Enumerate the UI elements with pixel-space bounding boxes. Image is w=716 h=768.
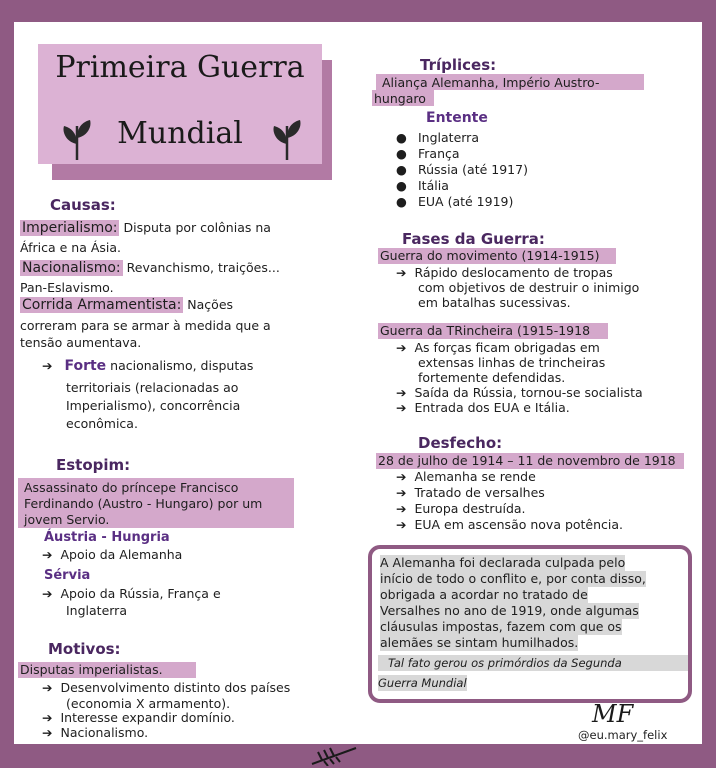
entente-country: EUA (até 1919) xyxy=(418,194,514,209)
entente-country: Rússia (até 1917) xyxy=(418,162,528,177)
box-line: obrigada a acordar no tratado de xyxy=(380,587,588,602)
causas-imperialismo xyxy=(20,220,350,236)
title-line-2: Mundial xyxy=(117,116,243,151)
arrow-right-icon: ➔ xyxy=(42,680,53,695)
motivos-sub: Disputas imperialistas. xyxy=(18,662,196,678)
estopim-line-1: Assassinato do príncepe Francisco xyxy=(24,480,239,495)
arrow-right-icon: ➔ xyxy=(42,710,53,725)
motivos-item-1b: (economia X armamento). xyxy=(66,696,231,711)
arrow-right-icon: ➔ xyxy=(42,725,53,740)
trincheira-text-3: fortemente defendidas. xyxy=(418,370,566,385)
entente-country: Inglaterra xyxy=(418,130,479,145)
motivos-item-1 xyxy=(42,680,290,696)
arrow-right-icon: ➔ xyxy=(42,586,53,601)
box-line: alemães se sintam humilhados. xyxy=(380,635,579,650)
desfecho-list xyxy=(396,469,623,533)
motivos-item-2-text: Interesse expandir domínio. xyxy=(60,710,235,725)
trincheira-item xyxy=(396,340,600,356)
trincheira-text-2: extensas linhas de trincheiras xyxy=(418,355,606,370)
corrida-text-2: correram para se armar à medida que a xyxy=(20,318,271,333)
forte-text-1: nacionalismo, disputas xyxy=(110,358,254,373)
title-card xyxy=(38,44,322,164)
bullet-icon: ● xyxy=(396,178,407,193)
causas-corrida xyxy=(20,297,350,313)
arrow-right-icon: ➔ xyxy=(396,517,407,532)
bullet-icon: ● xyxy=(396,130,407,145)
imperialismo-text: Disputa por colônias na xyxy=(123,220,271,235)
nacionalismo-text-2: Pan-Eslavismo. xyxy=(20,280,114,295)
box-line: cláusulas impostas, fazem com que os xyxy=(380,619,622,634)
trincheira-text-4: Saída da Rússia, tornou-se socialista xyxy=(414,385,643,400)
movimento-item xyxy=(396,265,613,281)
arrow-right-icon: ➔ xyxy=(42,358,53,373)
desfecho-heading: Desfecho: xyxy=(418,434,503,452)
signature-handle: @eu.mary_felix xyxy=(578,728,668,742)
alianca-line-1: Aliança Alemanha, Império Austro- xyxy=(382,75,600,90)
forte-item xyxy=(42,358,253,374)
motivos-heading: Motivos: xyxy=(48,640,121,658)
leaf-sprig-icon xyxy=(60,114,94,160)
trincheira-text-1: As forças ficam obrigadas em xyxy=(414,340,600,355)
servia-item-text-2: Inglaterra xyxy=(66,603,127,618)
movimento-text-2: com objetivos de destruir o inimigo xyxy=(418,280,640,295)
arrow-right-icon: ➔ xyxy=(396,469,407,484)
forte-word: Forte xyxy=(64,358,107,374)
conclusion-box xyxy=(368,545,692,703)
servia-item xyxy=(42,586,221,602)
bullet-icon: ● xyxy=(396,194,407,209)
austria-item xyxy=(42,547,182,563)
box-line: Versalhes no ano de 1919, onde algumas xyxy=(380,603,639,618)
imperialismo-label: Imperialismo: xyxy=(22,220,118,236)
servia-item-text-1: Apoio da Rússia, França e xyxy=(60,586,221,601)
signature-mark: MF xyxy=(592,700,634,728)
estopim-line-3: jovem Servio. xyxy=(24,512,110,527)
arrow-right-icon: ➔ xyxy=(396,265,407,280)
triplices-heading: Tríplices: xyxy=(420,56,497,74)
desfecho-dates: 28 de julho de 1914 – 11 de novembro de 1918 xyxy=(376,453,684,469)
austria-item-text: Apoio da Alemanha xyxy=(60,547,183,562)
arrow-right-icon: ➔ xyxy=(396,501,407,516)
causas-heading: Causas: xyxy=(50,196,116,214)
causas-nacionalismo xyxy=(20,260,350,276)
trincheira-item-4 xyxy=(396,385,643,401)
bullet-icon: ● xyxy=(396,146,407,161)
imperialismo-text-2: África e na Ásia. xyxy=(20,240,122,255)
box-line: A Alemanha foi declarada culpada pelo xyxy=(380,555,626,570)
movimento-label: Guerra do movimento (1914-1915) xyxy=(378,248,616,264)
box-line: início de todo o conflito e, por conta disso, xyxy=(380,571,646,586)
motivos-item-3 xyxy=(42,725,148,741)
arrow-right-icon: ➔ xyxy=(396,485,407,500)
forte-text-2: territoriais (relacionadas ao xyxy=(66,380,239,395)
nacionalismo-text: Revanchismo, traições... xyxy=(126,260,280,275)
forte-text-4: econômica. xyxy=(66,416,138,431)
movimento-text-3: em batalhas sucessivas. xyxy=(418,295,571,310)
entente-label: Entente xyxy=(426,110,488,126)
motivos-item-3-text: Nacionalismo. xyxy=(60,725,149,740)
box-note-line-1: Tal fato gerou os primórdios da Segunda xyxy=(378,655,688,671)
motivos-item-2 xyxy=(42,710,235,726)
corrida-label: Corrida Armamentista: xyxy=(22,297,182,313)
austria-label: Áustria - Hungria xyxy=(44,530,170,545)
fases-heading: Fases da Guerra: xyxy=(402,230,545,248)
footer-sprig-icon xyxy=(310,744,360,766)
leaf-sprig-icon xyxy=(270,114,304,160)
arrow-right-icon: ➔ xyxy=(396,340,407,355)
title-line-1: Primeira Guerra xyxy=(55,50,305,85)
entente-list xyxy=(396,130,528,210)
trincheira-text-5: Entrada dos EUA e Itália. xyxy=(414,400,570,415)
trincheira-item-5 xyxy=(396,400,570,416)
desfecho-item: Alemanha se rende xyxy=(414,469,536,484)
box-note-line-2: Guerra Mundial xyxy=(378,676,467,690)
estopim-heading: Estopim: xyxy=(56,456,131,474)
entente-country: Itália xyxy=(418,178,449,193)
alianca-line-2: hungaro xyxy=(374,91,426,106)
desfecho-item: Europa destruída. xyxy=(414,501,526,516)
trincheira-label: Guerra da TRincheira (1915-1918 xyxy=(378,323,608,339)
arrow-right-icon: ➔ xyxy=(396,400,407,415)
motivos-item-1-text: Desenvolvimento distinto dos países xyxy=(60,680,291,695)
arrow-right-icon: ➔ xyxy=(42,547,53,562)
servia-label: Sérvia xyxy=(44,568,91,583)
entente-country: França xyxy=(418,146,460,161)
nacionalismo-label: Nacionalismo: xyxy=(22,260,121,276)
desfecho-item: EUA em ascensão nova potência. xyxy=(414,517,624,532)
movimento-text-1: Rápido deslocamento de tropas xyxy=(414,265,613,280)
corrida-text: Nações xyxy=(187,297,234,312)
corrida-text-3: tensão aumentava. xyxy=(20,335,142,350)
forte-text-3: Imperialismo), concorrência xyxy=(66,398,241,413)
arrow-right-icon: ➔ xyxy=(396,385,407,400)
desfecho-item: Tratado de versalhes xyxy=(414,485,545,500)
estopim-line-2: Ferdinando (Austro - Hungaro) por um xyxy=(24,496,263,511)
bullet-icon: ● xyxy=(396,162,407,177)
